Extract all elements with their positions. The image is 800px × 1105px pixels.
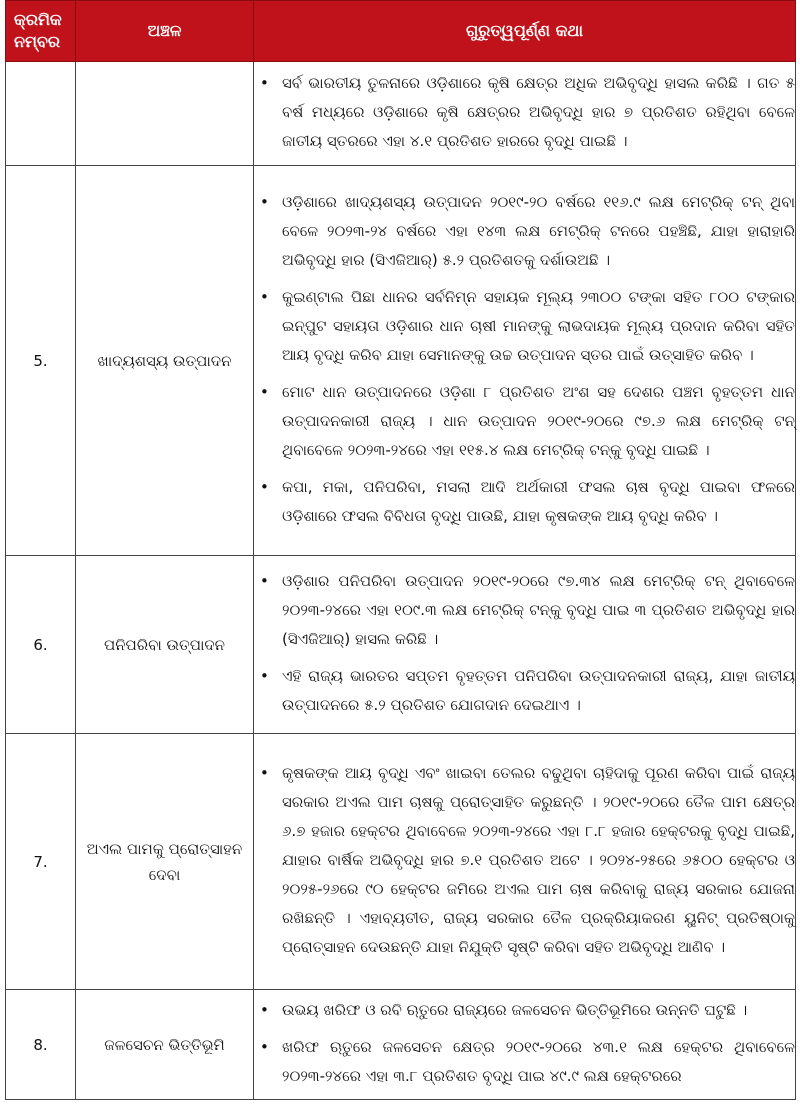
table-header-row	[6, 1, 796, 62]
point-item	[260, 283, 795, 370]
bullet-icon: •	[260, 764, 269, 782]
points-list	[254, 759, 795, 962]
table-row	[6, 62, 796, 166]
bullet-icon: •	[260, 193, 269, 211]
bullet-icon: •	[260, 383, 269, 401]
points-cell	[254, 556, 796, 734]
serial-cell: 5.	[6, 166, 76, 556]
point-text: ଏହି ରାଜ୍ୟ ଭାରତର ସପ୍ତମ ବୃହତ୍ତମ ପନିପରିବା ଉତ୍ପାଦନକାରୀ ରାଜ୍ୟ, ଯାହା ଜାତୀୟ ଉତ୍ପାଦନରେ ୫.୨ ପ୍ରତିଶତ ଯୋଗଦାନ ଦେଇଥାଏ ।	[282, 667, 795, 714]
point-text: ଉଭୟ ଖରିଫ ଓ ରବି ଋତୁରେ ରାଜ୍ୟରେ ଜଳସେଚନ ଭିତ୍ତିଭୂମିରେ ଉନ୍ନତି ଘଟୁଛି ।	[282, 1001, 748, 1019]
sector-cell: ଅଏଲ ପାମକୁ ପ୍ରୋତ୍ସାହନ ଦେବା	[76, 734, 254, 990]
point-item	[260, 69, 795, 156]
points-cell	[254, 62, 796, 166]
point-text: କୃଷକଙ୍କ ଆୟ ବୃଦ୍ଧି ଏବଂ ଖାଇବା ତେଲର ବଢୁଥିବା ଚାହିଦାକୁ ପୂରଣ କରିବା ପାଇଁ ରାଜ୍ୟ ସରକାର ଅଏଲ ପାମ ଚାଷକୁ ପ୍ରୋତ୍ସାହିତ କରୁଛନ୍ତି । ୨୦୧୯-୨୦ରେ ତୈଳ ପାମ କ୍ଷେତ୍ର ୬.୭ ହଜାର ହେକ୍ଟର ଥିବାବେଳେ ୨୦୨୩-୨୪ରେ ଏହା ୮.୮ ହଜାର ହେକ୍ଟରକୁ ବୃଦ୍ଧି ପାଇଛି, ଯାହାର ବାର୍ଷିକ ଅଭିବୃଦ୍ଧି ହାର ୭.୧ ପ୍ରତିଶତ ଅଟେ । ୨୦୨୪-୨୫ରେ ୬୫୦୦ ହେକ୍ଟର ଓ ୨୦୨୫-୨୬ରେ ୯୦ ହେକ୍ଟର ଜମିରେ ଅଏଲ ପାମ ଚାଷ କରିବାକୁ ରାଜ୍ୟ ସରକାର ଯୋଜନା ରଖିଛନ୍ତି । ଏହାବ୍ୟତୀତ, ରାଜ୍ୟ ସରକାର ତୈଳ ପ୍ରକ୍ରିୟାକରଣ ୟୁନିଟ୍ ପ୍ରତିଷ୍ଠାକୁ ପ୍ରୋତ୍ସାହନ ଦେଉଛନ୍ତି ଯାହା ନିଯୁକ୍ତି ସୃଷ୍ଟି କରିବା ସହିତ ଅଭିବୃଦ୍ଧି ଆଣିବ ।	[282, 764, 795, 956]
serial-cell	[6, 62, 76, 166]
points-cell	[254, 734, 796, 990]
point-item	[260, 378, 795, 465]
bullet-icon: •	[260, 667, 269, 685]
bullet-icon: •	[260, 1001, 269, 1019]
point-text: ମୋଟ ଧାନ ଉତ୍ପାଦନରେ ଓଡ଼ିଶା ୮ ପ୍ରତିଶତ ଅଂଶ ସହ ଦେଶର ପଞ୍ଚମ ବୃହତ୍ତମ ଧାନ ଉତ୍ପାଦନକାରୀ ରାଜ୍ୟ । ଧାନ ଉତ୍ପାଦନ ୨୦୧୯-୨୦ରେ ୯୭.୬ ଲକ୍ଷ ମେଟ୍ରିକ୍ ଟନ୍ ଥିବାବେଳେ ୨୦୨୩-୨୪ରେ ଏହା ୧୧୫.୪ ଲକ୍ଷ ମେଟ୍ରିକ୍ ଟନ୍‌କୁ ବୃଦ୍ଧି ପାଇଛି ।	[282, 383, 795, 459]
serial-cell: 6.	[6, 556, 76, 734]
table-row	[6, 734, 796, 990]
point-text: ଖରିଫ ଋତୁରେ ଜଳସେଚନ କ୍ଷେତ୍ର ୨୦୧୯-୨୦ରେ ୪୩.୧ ଲକ୍ଷ ହେକ୍ଟର ଥିବାବେଳେ ୨୦୨୩-୨୪ରେ ଏହା ୩.୮ ପ୍ରତିଶତ ବୃଦ୍ଧି ପାଇ ୪୯.୯ ଲକ୍ଷ ହେକ୍ଟରରେ	[282, 1038, 795, 1085]
point-item	[260, 188, 795, 275]
points-list	[254, 69, 795, 156]
points-cell	[254, 990, 796, 1100]
points-list	[254, 996, 795, 1091]
points-list	[254, 567, 795, 720]
serial-cell: 7.	[6, 734, 76, 990]
bullet-icon: •	[260, 1038, 269, 1056]
bullet-icon: •	[260, 288, 269, 306]
points-cell	[254, 166, 796, 556]
sector-cell: ପନିପରିବା ଉତ୍ପାଦନ	[76, 556, 254, 734]
serial-cell: 8.	[6, 990, 76, 1100]
sector-cell	[76, 62, 254, 166]
point-item	[260, 996, 795, 1025]
point-item	[260, 662, 795, 720]
serial-header-line2: ନମ୍ବର	[14, 32, 61, 51]
bullet-icon: •	[260, 478, 269, 496]
bullet-icon: •	[260, 74, 269, 92]
point-item	[260, 1033, 795, 1091]
bullet-icon: •	[260, 572, 269, 590]
point-item	[260, 567, 795, 654]
serial-number-header	[6, 1, 76, 62]
point-text: ସର୍ବ ଭାରତୀୟ ତୁଳନାରେ ଓଡ଼ିଶାରେ କୃଷି କ୍ଷେତ୍ର ଅଧିକ ଅଭିବୃଦ୍ଧି ହାସଲ କରିଛି । ଗତ ୫ ବର୍ଷ ମଧ୍ୟରେ ଓଡ଼ିଶାରେ କୃଷି କ୍ଷେତ୍ରର ଅଭିବୃଦ୍ଧି ହାର ୭ ପ୍ରତିଶତ ରହିଥିବା ବେଳେ ଜାତୀୟ ସ୍ତରରେ ଏହା ୪.୧ ପ୍ରତିଶତ ହାରରେ ବୃଦ୍ଧି ପାଇଛି ।	[282, 74, 795, 150]
point-text: କୁଇଣ୍ଟାଲ ପିଛା ଧାନର ସର୍ବନିମ୍ନ ସହାୟକ ମୂଲ୍ୟ ୨୩୦୦ ଟଙ୍କା ସହିତ ୮୦୦ ଟଙ୍କାର ଇନ୍‌ପୁଟ ସହାୟତା ଓଡ଼ିଶାର ଧାନ ଚାଷୀ ମାନଙ୍କୁ ଲାଭଦାୟକ ମୂଲ୍ୟ ପ୍ରଦାନ କରିବା ସହିତ ଆୟ ବୃଦ୍ଧି କରିବ ଯାହା ସେମାନଙ୍କୁ ଉଚ୍ଚ ଉତ୍ପାଦନ ସ୍ତର ପାଇଁ ଉତ୍ସାହିତ କରିବ ।	[282, 288, 795, 364]
sector-header: ଅଞ୍ଚଳ	[76, 1, 254, 62]
point-item	[260, 759, 795, 962]
points-list	[254, 188, 795, 531]
table-row	[6, 990, 796, 1100]
sector-cell: ଜଳସେଚନ ଭିତ୍ତିଭୂମି	[76, 990, 254, 1100]
point-text: ଓଡ଼ିଶାରେ ଖାଦ୍ୟଶସ୍ୟ ଉତ୍ପାଦନ ୨୦୧୯-୨୦ ବର୍ଷରେ ୧୧୬.୯ ଲକ୍ଷ ମେଟ୍ରିକ୍ ଟନ୍ ଥିବା ବେଳେ ୨୦୨୩-୨୪ ବର୍ଷରେ ଏହା ୧୪୩ ଲକ୍ଷ ମେଟ୍ରିକ୍ ଟନରେ ପହଞ୍ଚିଛି, ଯାହା ହାରାହାରି ଅଭିବୃଦ୍ଧି ହାର (ସିଏଜିଆର୍) ୫.୨ ପ୍ରତିଶତକୁ ଦର୍ଶାଉଅଛି ।	[282, 193, 795, 269]
agriculture-highlights-table	[5, 0, 796, 1100]
point-text: ଓଡ଼ିଶାର ପନିପରିବା ଉତ୍ପାଦନ ୨୦୧୯-୨୦ରେ ୯୭.୩୪ ଲକ୍ଷ ମେଟ୍ରିକ୍ ଟନ୍ ଥିବାବେଳେ ୨୦୨୩-୨୪ରେ ଏହା ୧୦୯.୩ ଲକ୍ଷ ମେଟ୍ରିକ୍ ଟନ୍‌କୁ ବୃଦ୍ଧି ପାଇ ୩ ପ୍ରତିଶତ ଅଭିବୃଦ୍ଧି ହାର (ସିଏଜିଆର୍) ହାସଲ କରିଛି ।	[282, 572, 795, 648]
point-item	[260, 473, 795, 531]
point-text: କପା, ମକା, ପନିପରିବା, ମସଲା ଆଦି ଅର୍ଥକାରୀ ଫସଲ ଚାଷ ବୃଦ୍ଧି ପାଇବା ଫଳରେ ଓଡ଼ିଶାରେ ଫସଲ ବିବିଧତା ବୃଦ୍ଧି ପାଉଛି, ଯାହା କୃଷକଙ୍କ ଆୟ ବୃଦ୍ଧି କରିବ ।	[282, 478, 795, 525]
key-points-header: ଗୁରୁତ୍ୱପୂର୍ଣ୍ଣ କଥା	[254, 1, 796, 62]
table-row	[6, 556, 796, 734]
sector-cell: ଖାଦ୍ୟଶସ୍ୟ ଉତ୍ପାଦନ	[76, 166, 254, 556]
serial-header-line1: କ୍ରମିକ	[14, 10, 62, 29]
table-body	[6, 62, 796, 1100]
table-row	[6, 166, 796, 556]
